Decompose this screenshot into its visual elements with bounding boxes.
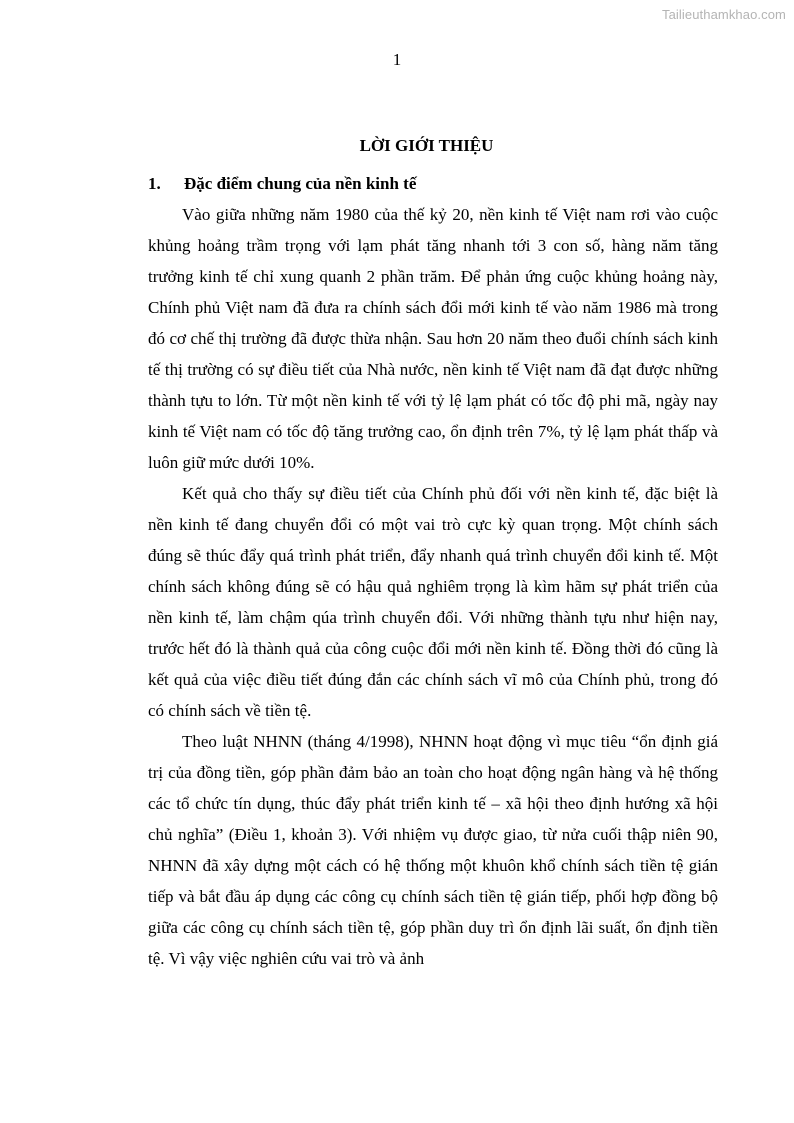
body-text: [148, 199, 718, 974]
paragraph: Theo luật NHNN (tháng 4/1998), NHNN hoạt động vì mục tiêu “ổn định giá trị của đồng tiền, góp phần đảm bảo an toàn cho hoạt động ngân hàng và hệ thống các tổ chức tín dụng, thúc đẩy phát triển kinh tế – xã hội theo định hướng xã hội chủ nghĩa” (Điều 1, khoản 3). Với nhiệm vụ được giao, từ nửa cuối thập niên 90, NHNN đã xây dựng một cách có hệ thống một khuôn khổ chính sách tiền tệ gián tiếp và bắt đầu áp dụng các công cụ chính sách tiền tệ gián tiếp, phối hợp đồng bộ giữa các công cụ chính sách tiền tệ, góp phần duy trì ổn định lãi suất, ổn định tiền tệ. Vì vậy việc nghiên cứu vai trò và ảnh: [148, 732, 718, 968]
section-heading-text: Đặc điểm chung của nền kinh tế: [184, 174, 417, 193]
paragraph: Vào giữa những năm 1980 của thế kỷ 20, nền kinh tế Việt nam rơi vào cuộc khủng hoảng trầm trọng với lạm phát tăng nhanh tới 3 con số, hàng năm tăng trưởng kinh tế chỉ xung quanh 2 phần trăm. Để phản ứng cuộc khủng hoảng này, Chính phủ Việt nam đã đưa ra chính sách đổi mới kinh tế vào năm 1986 mà trong đó cơ chế thị trường đã được thừa nhận. Sau hơn 20 năm theo đuổi chính sách kinh tế thị trường có sự điều tiết của Nhà nước, nền kinh tế Việt nam đã đạt được những thành tựu to lớn. Từ một nền kinh tế với tỷ lệ lạm phát có tốc độ phi mã, ngày nay kinh tế Việt nam có tốc độ tăng trưởng cao, ổn định trên 7%, tỷ lệ lạm phát thấp và luôn giữ mức dưới 10%.: [148, 205, 718, 472]
page-number: 1: [392, 50, 402, 69]
paragraph: Kết quả cho thấy sự điều tiết của Chính phủ đối với nền kinh tế, đặc biệt là nền kinh tế đang chuyển đổi có một vai trò cực kỳ quan trọng. Một chính sách đúng sẽ thúc đẩy quá trình phát triển, đẩy nhanh quá trình chuyển đổi kinh tế. Một chính sách không đúng sẽ có hậu quả nghiêm trọng là kìm hãm sự phát triển của nền kinh tế, làm chậm qúa trình chuyển đổi. Với những thành tựu như hiện nay, trước hết đó là thành quả của công cuộc đổi mới nền kinh tế. Đồng thời đó cũng là kết quả của việc điều tiết đúng đắn các chính sách vĩ mô của Chính phủ, trong đó có chính sách về tiền tệ.: [148, 484, 718, 720]
watermark: Tailieuthamkhao.com: [661, 7, 786, 22]
section-number: 1.: [148, 174, 161, 193]
page-title: LỜI GIỚI THIỆU: [359, 136, 494, 155]
section-heading: [148, 174, 416, 194]
